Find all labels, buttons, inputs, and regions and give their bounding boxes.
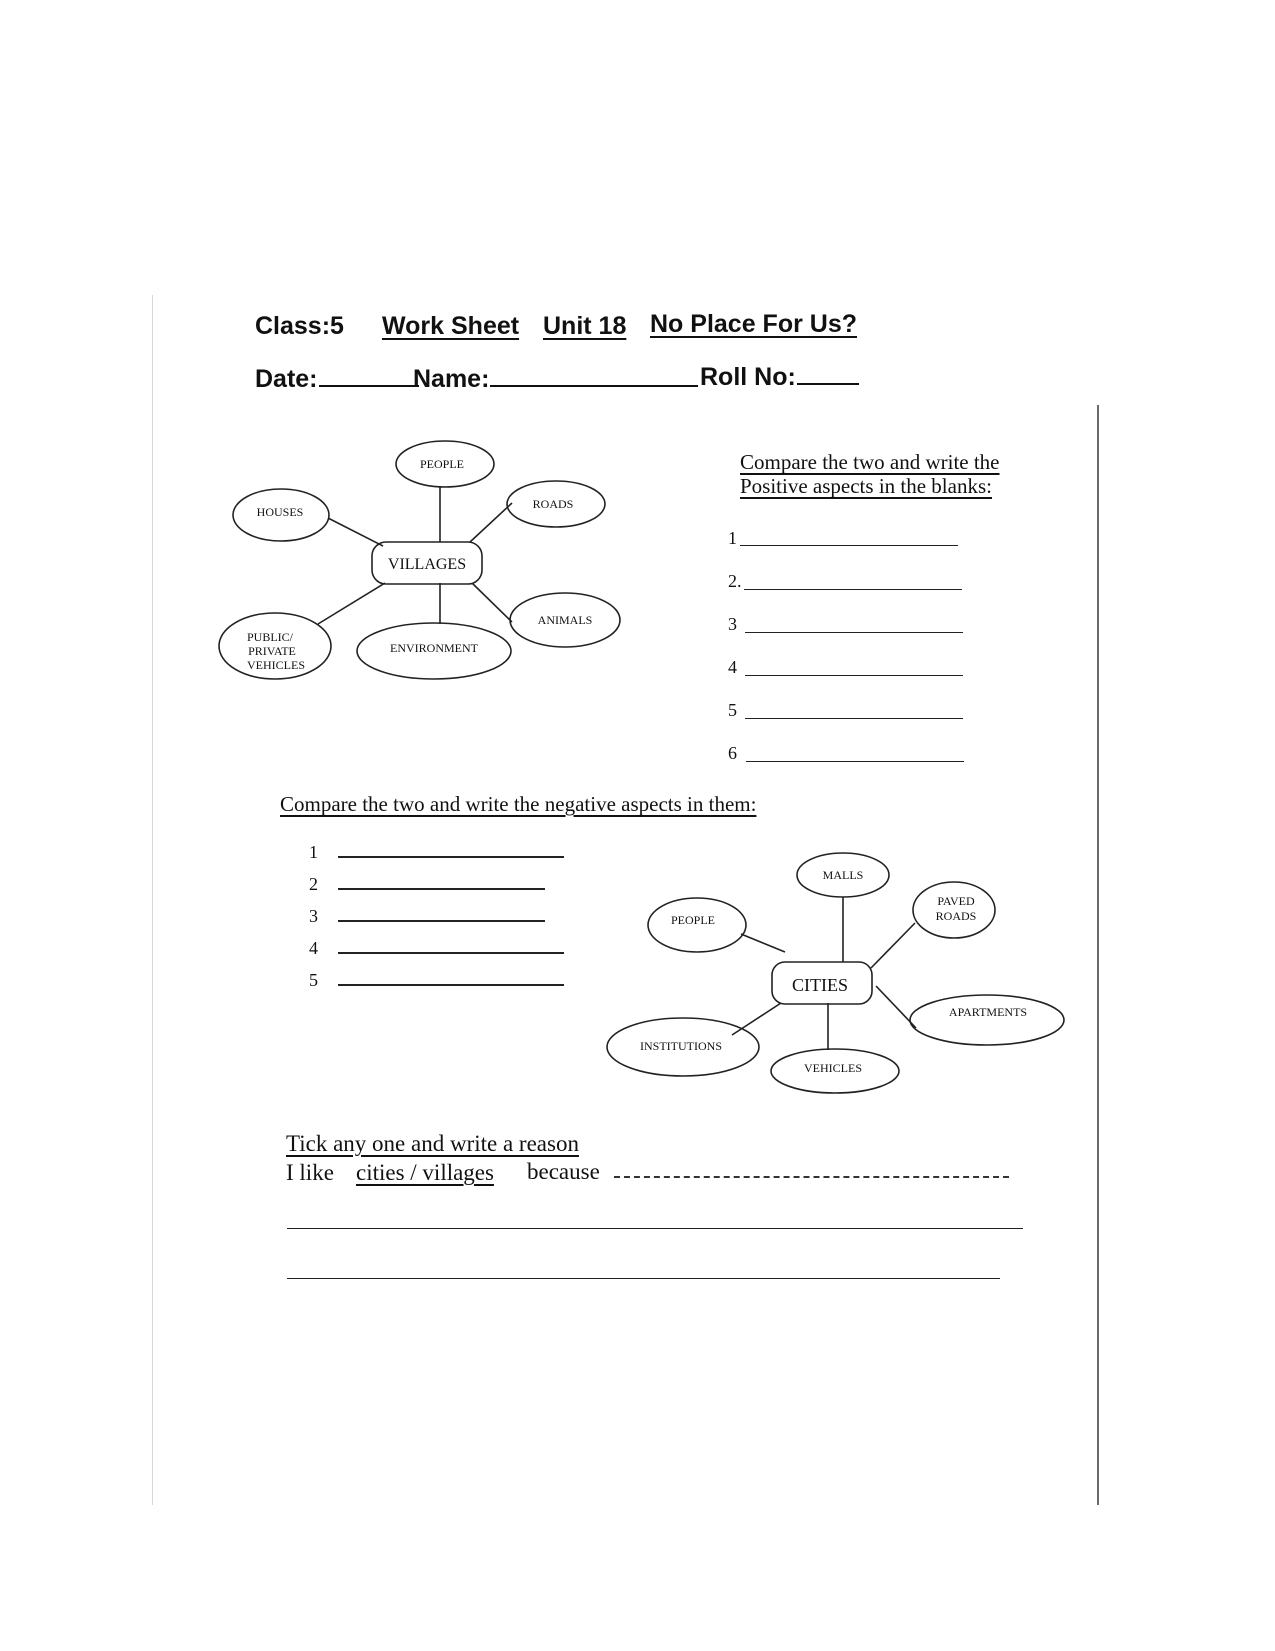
cities-link-paved	[871, 923, 915, 968]
villages-label-vehicles-1: PUBLIC/	[246, 630, 294, 644]
villages-label-animals: ANIMALS	[537, 613, 593, 627]
positive-instruction-1: Compare the two and write the	[740, 450, 1000, 474]
villages-label-houses: HOUSES	[256, 505, 304, 519]
reason-instruction: Tick any one and write a reason	[286, 1131, 579, 1156]
reason-blank-dashed[interactable]	[614, 1176, 1009, 1178]
villages-label-people: PEOPLE	[419, 457, 465, 471]
positive-number-5: 5	[728, 700, 737, 720]
negative-number-3: 3	[309, 906, 318, 926]
villages-label-environment: ENVIRONMENT	[390, 641, 478, 655]
positive-number-3: 3	[728, 614, 737, 634]
reason-blank-3[interactable]	[287, 1278, 1000, 1279]
villages-label-vehicles-3: VEHICLES	[247, 658, 305, 672]
positive-number-2: 2.	[728, 571, 742, 591]
cities-label-paved-1: PAVED	[937, 894, 975, 908]
cities-node-apartments	[910, 995, 1064, 1045]
cities-center-label: CITIES	[792, 975, 848, 995]
worksheet-label: Work Sheet	[382, 312, 520, 340]
positive-number-4: 4	[728, 657, 737, 677]
page-title: No Place For Us?	[650, 310, 857, 338]
cities-label-apartments: APARTMENTS	[948, 1005, 1028, 1019]
reason-prefix: I like	[286, 1160, 334, 1185]
cities-label-paved-2: ROADS	[935, 909, 977, 923]
reason-choices[interactable]: cities / villages	[356, 1160, 494, 1185]
date-label: Date:	[255, 365, 318, 393]
reason-connector: because	[527, 1159, 600, 1184]
unit-label: Unit 18	[543, 312, 627, 340]
negative-number-1: 1	[309, 842, 318, 862]
cities-label-malls: MALLS	[822, 868, 864, 882]
reason-blank-2[interactable]	[287, 1228, 1023, 1229]
villages-label-vehicles-2: PRIVATE	[248, 644, 296, 658]
class-label: Class:5	[255, 312, 344, 340]
negative-number-5: 5	[309, 970, 318, 990]
negative-number-4: 4	[309, 938, 318, 958]
cities-link-institutions	[732, 1003, 781, 1035]
roll-label: Roll No:	[700, 363, 796, 391]
villages-center-label: VILLAGES	[387, 556, 467, 573]
positive-number-6: 6	[728, 743, 737, 763]
cities-label-vehicles: VEHICLES	[804, 1061, 862, 1075]
cities-link-people	[741, 934, 785, 952]
negative-number-2: 2	[309, 874, 318, 894]
villages-label-roads: ROADS	[532, 497, 574, 511]
negative-instruction: Compare the two and write the negative aspects in them:	[280, 792, 757, 816]
positive-number-1: 1	[728, 528, 737, 548]
cities-label-people: PEOPLE	[670, 913, 716, 927]
cities-label-institutions: INSTITUTIONS	[640, 1039, 722, 1053]
name-label: Name:	[413, 365, 490, 393]
positive-instruction-2: Positive aspects in the blanks:	[740, 474, 992, 498]
